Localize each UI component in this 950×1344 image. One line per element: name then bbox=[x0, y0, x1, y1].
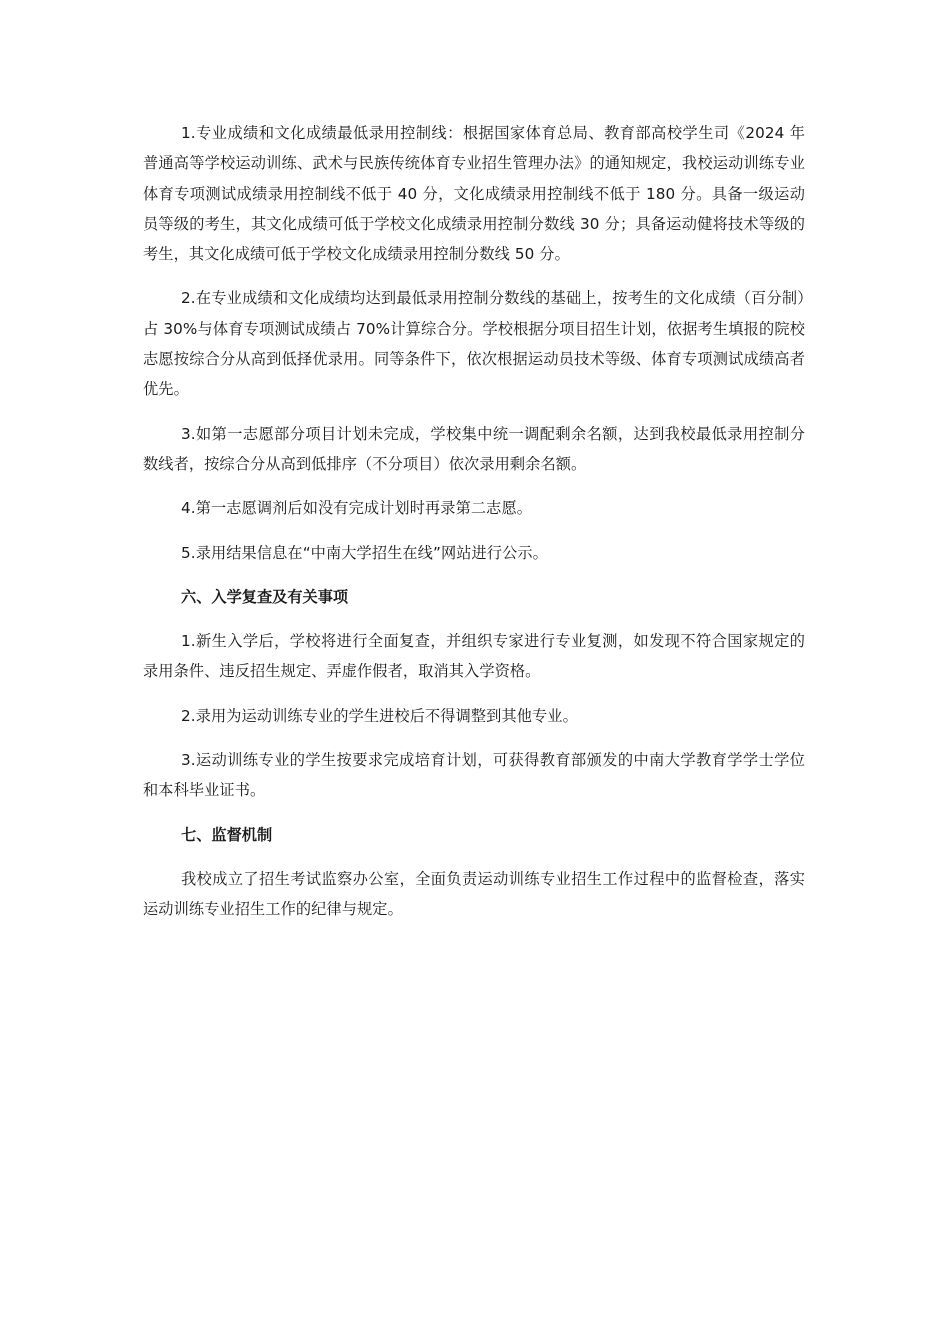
paragraph-composite-score: 2.在专业成绩和文化成绩均达到最低录用控制分数线的基础上，按考生的文化成绩（百分制）占 30%与体育专项测试成绩占 70%计算综合分。学校根据分项目招生计划，依据考生填报的院校志愿按综合分从高到低择优录用。同等条件下，依次根据运动员技术等级、体育专项测试成绩高者优先。 bbox=[143, 289, 805, 399]
paragraph-second-choice: 4.第一志愿调剂后如没有完成计划时再录第二志愿。 bbox=[181, 499, 533, 518]
document-body bbox=[143, 118, 805, 925]
paragraph-supervision: 我校成立了招生考试监察办公室，全面负责运动训练专业招生工作过程中的监督检查，落实运动训练专业招生工作的纪律与规定。 bbox=[143, 869, 805, 919]
paragraph-result-publication: 5.录用结果信息在“中南大学招生在线”网站进行公示。 bbox=[181, 543, 548, 562]
paragraph-enrollment-review: 1.新生入学后，学校将进行全面复查，并组织专家进行专业复测，如发现不符合国家规定的录用条件、违反招生规定、弄虚作假者，取消其入学资格。 bbox=[143, 632, 805, 681]
section-heading-supervision: 七、监督机制 bbox=[181, 825, 273, 844]
section-heading-enrollment-review: 六、入学复查及有关事项 bbox=[181, 587, 349, 606]
paragraph-admission-control-line: 1.专业成绩和文化成绩最低录用控制线：根据国家体育总局、教育部高校学生司《2024 年普通高等学校运动训练、武术与民族传统体育专业招生管理办法》的通知规定，我校运动训练专业体育专项测试成绩录用控制线不低于 40 分，文化成绩录用控制线不低于 180 分。具备一级运动员等级的考生，其文化成绩可低于学校文化成绩录用控制分数线 30 分；具备运动健将技术等级的考生，其文化成绩可低于学校文化成绩录用控制分数线 50 分。 bbox=[143, 124, 805, 264]
paragraph-remaining-quota: 3.如第一志愿部分项目计划未完成，学校集中统一调配剩余名额，达到我校最低录用控制分数线者，按综合分从高到低排序（不分项目）依次录用剩余名额。 bbox=[143, 424, 805, 473]
paragraph-no-major-transfer: 2.录用为运动训练专业的学生进校后不得调整到其他专业。 bbox=[181, 706, 578, 725]
paragraph-degree-certificate: 3.运动训练专业的学生按要求完成培育计划，可获得教育部颁发的中南大学教育学学士学位和本科毕业证书。 bbox=[143, 751, 805, 800]
